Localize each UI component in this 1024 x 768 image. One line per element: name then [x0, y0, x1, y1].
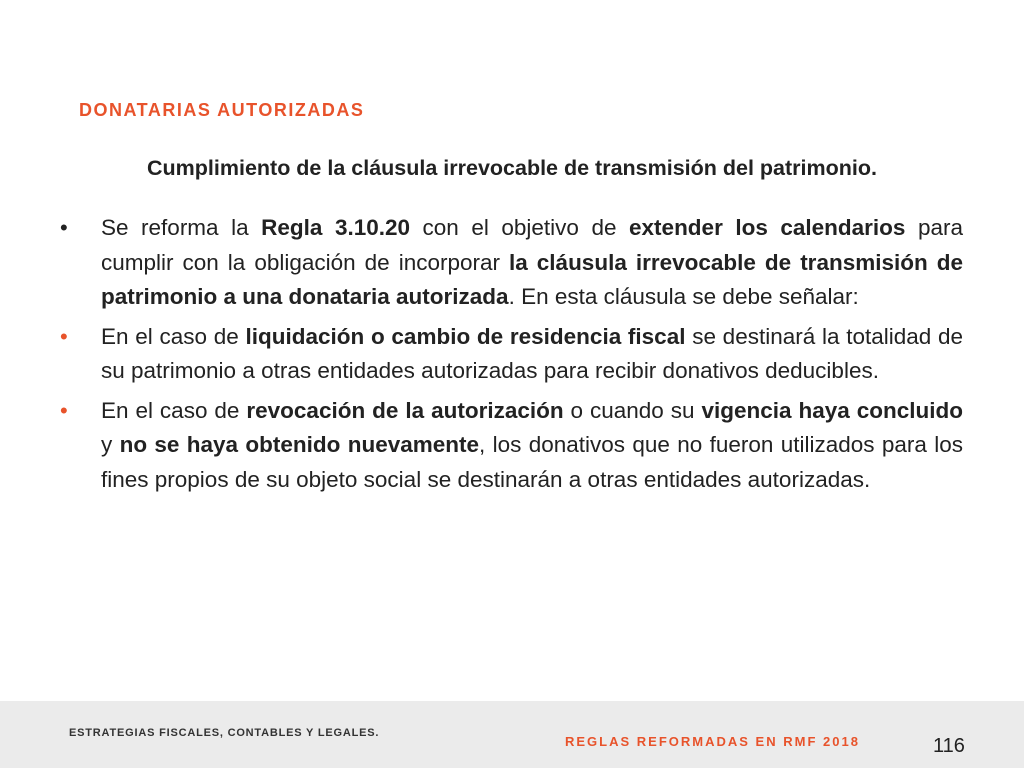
bullet-bold-text: vigencia haya concluido [701, 397, 963, 423]
bullet-bold-text: la cláusula irrevocable de transmisión de patrimonio a una donataria autorizada [101, 249, 963, 309]
bullet-text: se destinará la totalidad de su patrimonio a otras entidades autorizadas para recibir donativos deducibles. [101, 323, 964, 383]
bullet-marker-icon: • [60, 323, 68, 349]
footer-bar [0, 701, 1024, 768]
bullet-bold-text: liquidación o cambio de residencia fiscal [245, 323, 686, 349]
bullet-text: . En esta cláusula se debe señalar: [508, 284, 859, 309]
bullet-text: para cumplir con la obligación de incorporar [101, 215, 964, 275]
footer-topic-text: REGLAS REFORMADAS EN RMF 2018 [565, 734, 860, 749]
bullet-marker-icon: • [60, 215, 68, 240]
page-number: 116 [933, 735, 965, 757]
bullet-bold-text: revocación de la autorización [246, 397, 564, 423]
bullet-item [60, 320, 963, 389]
bullet-list [60, 211, 963, 502]
footer-company-text: ESTRATEGIAS FISCALES, CONTABLES Y LEGALES. [69, 727, 380, 739]
bullet-text: o cuando su [563, 397, 702, 423]
bullet-text: En el caso de [101, 397, 247, 423]
bullet-text: y [101, 432, 120, 457]
bullet-item [60, 394, 963, 498]
bullet-bold-text: extender los calendarios [629, 215, 906, 240]
bullet-text: , los donativos que no fueron utilizados para los fines propios de su objeto social se destinarán a otras entidades autorizadas. [101, 432, 963, 492]
bullet-text: Se reforma la [101, 215, 262, 240]
bullet-text: En el caso de [101, 323, 246, 349]
section-title: DONATARIAS AUTORIZADAS [79, 100, 365, 120]
bullet-bold-text: Regla 3.10.20 [261, 215, 411, 240]
bullet-bold-text: no se haya obtenido nuevamente [119, 432, 480, 457]
bullet-marker-icon: • [60, 397, 68, 423]
slide-subtitle: Cumplimiento de la cláusula irrevocable de transmisión del patrimonio. [147, 156, 877, 180]
bullet-item [60, 211, 963, 315]
bullet-text: con el objetivo de [410, 215, 630, 240]
